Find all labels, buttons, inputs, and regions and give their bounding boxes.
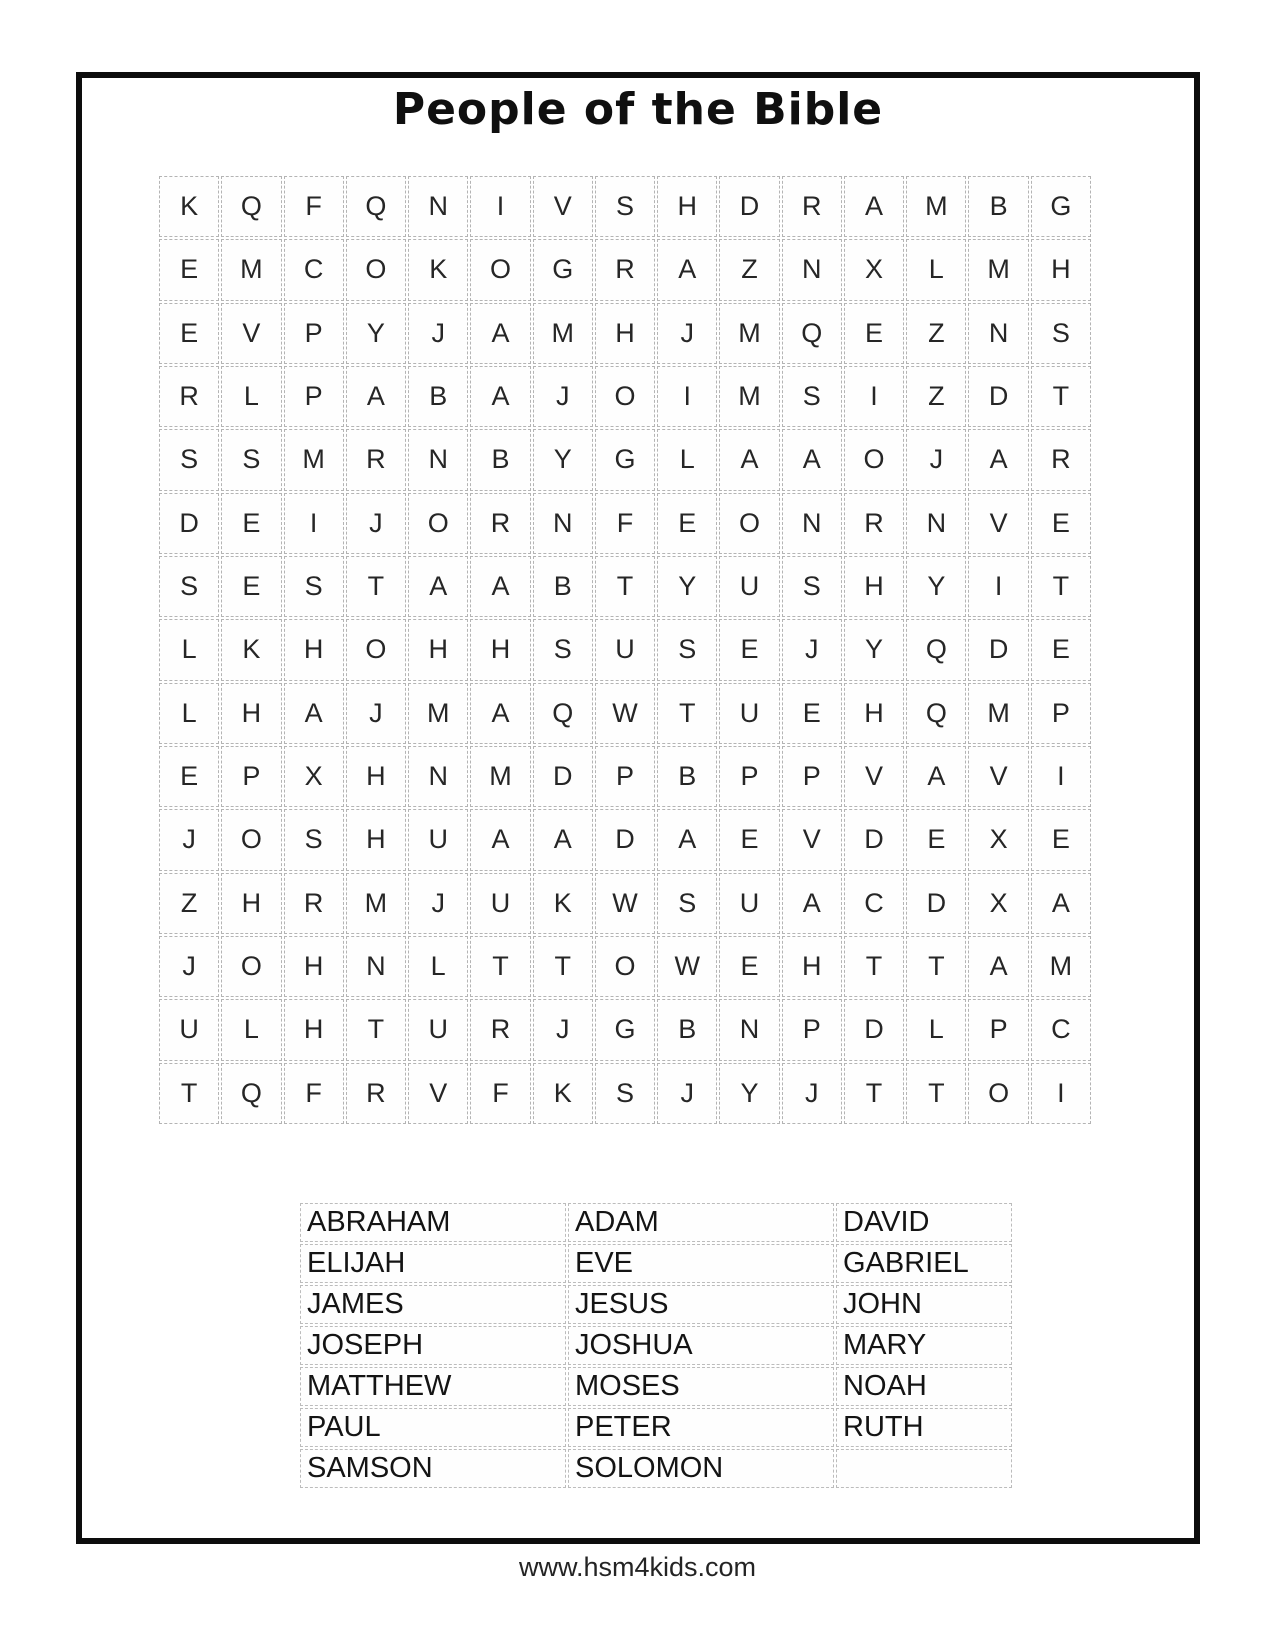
grid-cell: N xyxy=(719,999,779,1060)
grid-cell: W xyxy=(595,683,655,744)
grid-cell: U xyxy=(719,556,779,617)
grid-cell: A xyxy=(844,176,904,237)
word-item: ABRAHAM xyxy=(300,1203,566,1242)
grid-cell: M xyxy=(719,303,779,364)
grid-cell: E xyxy=(782,683,842,744)
grid-cell: J xyxy=(408,873,468,934)
grid-cell: Q xyxy=(221,1063,281,1124)
grid-cell: H xyxy=(284,936,344,997)
grid-cell: C xyxy=(284,239,344,300)
grid-cell: H xyxy=(408,619,468,680)
grid-cell: O xyxy=(221,936,281,997)
grid-cell: D xyxy=(844,999,904,1060)
grid-cell: H xyxy=(844,683,904,744)
grid-cell: V xyxy=(533,176,593,237)
word-item: MATTHEW xyxy=(300,1367,566,1406)
word-item-empty xyxy=(836,1449,1012,1488)
grid-cell: V xyxy=(968,493,1028,554)
website-url: www.hsm4kids.com xyxy=(518,1552,757,1582)
word-item: NOAH xyxy=(836,1367,1012,1406)
grid-cell: G xyxy=(595,429,655,490)
word-item: EVE xyxy=(568,1244,834,1283)
grid-cell: T xyxy=(1031,556,1091,617)
grid-cell: J xyxy=(906,429,966,490)
grid-cell: U xyxy=(159,999,219,1060)
grid-cell: G xyxy=(1031,176,1091,237)
grid-cell: Y xyxy=(844,619,904,680)
grid-cell: I xyxy=(844,366,904,427)
grid-cell: R xyxy=(159,366,219,427)
grid-cell: T xyxy=(159,1063,219,1124)
grid-cell: R xyxy=(470,999,530,1060)
grid-cell: P xyxy=(595,746,655,807)
grid-cell: E xyxy=(844,303,904,364)
grid-cell: J xyxy=(657,1063,717,1124)
grid-cell: E xyxy=(906,809,966,870)
grid-cell: Y xyxy=(346,303,406,364)
grid-cell: M xyxy=(968,683,1028,744)
word-item: MOSES xyxy=(568,1367,834,1406)
grid-cell: D xyxy=(844,809,904,870)
grid-cell: L xyxy=(159,683,219,744)
grid-cell: H xyxy=(844,556,904,617)
grid-cell: E xyxy=(1031,619,1091,680)
grid-cell: T xyxy=(844,936,904,997)
grid-cell: O xyxy=(719,493,779,554)
grid-cell: P xyxy=(284,366,344,427)
grid-cell: A xyxy=(782,429,842,490)
word-item: ADAM xyxy=(568,1203,834,1242)
grid-cell: L xyxy=(906,999,966,1060)
grid-cell: J xyxy=(159,936,219,997)
grid-cell: T xyxy=(346,999,406,1060)
grid-cell: Y xyxy=(533,429,593,490)
grid-cell: U xyxy=(470,873,530,934)
grid-cell: O xyxy=(221,809,281,870)
grid-cell: U xyxy=(719,873,779,934)
grid-cell: R xyxy=(346,1063,406,1124)
grid-cell: X xyxy=(968,809,1028,870)
grid-cell: Z xyxy=(906,366,966,427)
grid-cell: E xyxy=(159,303,219,364)
grid-cell: I xyxy=(284,493,344,554)
grid-cell: H xyxy=(595,303,655,364)
grid-cell: N xyxy=(346,936,406,997)
grid-cell: R xyxy=(1031,429,1091,490)
grid-cell: J xyxy=(782,619,842,680)
grid-cell: J xyxy=(657,303,717,364)
grid-cell: D xyxy=(719,176,779,237)
word-item: JAMES xyxy=(300,1285,566,1324)
grid-cell: P xyxy=(719,746,779,807)
word-item: JESUS xyxy=(568,1285,834,1324)
grid-cell: Q xyxy=(221,176,281,237)
grid-cell: O xyxy=(595,366,655,427)
grid-cell: V xyxy=(782,809,842,870)
grid-cell: H xyxy=(782,936,842,997)
grid-cell: U xyxy=(408,809,468,870)
word-item: JOHN xyxy=(836,1285,1012,1324)
grid-cell: K xyxy=(221,619,281,680)
grid-cell: M xyxy=(470,746,530,807)
grid-cell: Y xyxy=(657,556,717,617)
grid-cell: E xyxy=(719,809,779,870)
grid-cell: U xyxy=(719,683,779,744)
grid-cell: D xyxy=(906,873,966,934)
grid-cell: R xyxy=(844,493,904,554)
grid-cell: S xyxy=(221,429,281,490)
grid-cell: O xyxy=(968,1063,1028,1124)
grid-cell: B xyxy=(470,429,530,490)
grid-cell: H xyxy=(221,683,281,744)
grid-cell: E xyxy=(159,746,219,807)
grid-cell: I xyxy=(1031,746,1091,807)
grid-cell: J xyxy=(346,683,406,744)
grid-cell: W xyxy=(657,936,717,997)
grid-cell: D xyxy=(968,619,1028,680)
grid-cell: S xyxy=(284,809,344,870)
grid-cell: A xyxy=(782,873,842,934)
grid-cell: E xyxy=(719,619,779,680)
grid-cell: L xyxy=(159,619,219,680)
grid-cell: F xyxy=(284,176,344,237)
grid-cell: N xyxy=(533,493,593,554)
grid-cell: Z xyxy=(159,873,219,934)
grid-cell: C xyxy=(1031,999,1091,1060)
word-list xyxy=(300,1203,1012,1488)
grid-cell: A xyxy=(1031,873,1091,934)
grid-cell: L xyxy=(221,999,281,1060)
grid-cell: T xyxy=(533,936,593,997)
grid-cell: A xyxy=(470,366,530,427)
grid-cell: G xyxy=(533,239,593,300)
grid-cell: Y xyxy=(719,1063,779,1124)
grid-cell: P xyxy=(284,303,344,364)
grid-cell: M xyxy=(968,239,1028,300)
grid-cell: M xyxy=(906,176,966,237)
grid-cell: E xyxy=(1031,809,1091,870)
grid-cell: A xyxy=(968,936,1028,997)
grid-cell: B xyxy=(533,556,593,617)
grid-cell: F xyxy=(284,1063,344,1124)
grid-cell: T xyxy=(844,1063,904,1124)
grid-cell: N xyxy=(782,239,842,300)
grid-cell: I xyxy=(470,176,530,237)
grid-cell: O xyxy=(346,239,406,300)
grid-cell: B xyxy=(657,999,717,1060)
grid-cell: A xyxy=(906,746,966,807)
grid-cell: Q xyxy=(346,176,406,237)
grid-cell: F xyxy=(470,1063,530,1124)
grid-cell: P xyxy=(221,746,281,807)
grid-cell: B xyxy=(968,176,1028,237)
grid-cell: O xyxy=(408,493,468,554)
grid-cell: N xyxy=(906,493,966,554)
grid-cell: H xyxy=(346,746,406,807)
grid-cell: K xyxy=(533,1063,593,1124)
grid-cell: M xyxy=(221,239,281,300)
grid-cell: E xyxy=(719,936,779,997)
grid-cell: A xyxy=(657,239,717,300)
grid-cell: T xyxy=(657,683,717,744)
grid-cell: A xyxy=(284,683,344,744)
grid-cell: M xyxy=(533,303,593,364)
grid-cell: H xyxy=(657,176,717,237)
grid-cell: S xyxy=(159,429,219,490)
grid-cell: H xyxy=(1031,239,1091,300)
grid-cell: A xyxy=(346,366,406,427)
grid-cell: S xyxy=(782,366,842,427)
grid-cell: N xyxy=(408,429,468,490)
grid-cell: X xyxy=(968,873,1028,934)
grid-cell: R xyxy=(782,176,842,237)
grid-cell: U xyxy=(408,999,468,1060)
word-item: GABRIEL xyxy=(836,1244,1012,1283)
grid-cell: L xyxy=(221,366,281,427)
grid-cell: M xyxy=(1031,936,1091,997)
word-item: SAMSON xyxy=(300,1449,566,1488)
grid-cell: X xyxy=(284,746,344,807)
grid-cell: H xyxy=(346,809,406,870)
grid-cell: D xyxy=(159,493,219,554)
grid-cell: K xyxy=(408,239,468,300)
grid-cell: P xyxy=(1031,683,1091,744)
grid-cell: R xyxy=(346,429,406,490)
word-item: DAVID xyxy=(836,1203,1012,1242)
page-title: People of the Bible xyxy=(392,84,884,135)
grid-cell: J xyxy=(159,809,219,870)
grid-cell: S xyxy=(1031,303,1091,364)
grid-cell: J xyxy=(408,303,468,364)
grid-cell: V xyxy=(221,303,281,364)
grid-cell: N xyxy=(782,493,842,554)
grid-cell: S xyxy=(595,1063,655,1124)
grid-cell: O xyxy=(844,429,904,490)
word-item: PAUL xyxy=(300,1408,566,1447)
grid-cell: T xyxy=(595,556,655,617)
grid-cell: E xyxy=(221,556,281,617)
grid-cell: G xyxy=(595,999,655,1060)
grid-cell: V xyxy=(844,746,904,807)
grid-cell: B xyxy=(657,746,717,807)
grid-cell: V xyxy=(408,1063,468,1124)
grid-cell: U xyxy=(595,619,655,680)
grid-cell: V xyxy=(968,746,1028,807)
grid-cell: A xyxy=(470,303,530,364)
grid-cell: A xyxy=(968,429,1028,490)
grid-cell: T xyxy=(346,556,406,617)
grid-cell: P xyxy=(782,999,842,1060)
grid-cell: O xyxy=(470,239,530,300)
grid-cell: Q xyxy=(906,683,966,744)
grid-cell: T xyxy=(470,936,530,997)
grid-cell: Y xyxy=(906,556,966,617)
grid-cell: D xyxy=(595,809,655,870)
grid-cell: J xyxy=(533,366,593,427)
grid-cell: K xyxy=(159,176,219,237)
grid-cell: M xyxy=(719,366,779,427)
grid-cell: C xyxy=(844,873,904,934)
grid-cell: E xyxy=(221,493,281,554)
word-item: SOLOMON xyxy=(568,1449,834,1488)
grid-cell: A xyxy=(408,556,468,617)
grid-cell: T xyxy=(906,936,966,997)
word-item: ELIJAH xyxy=(300,1244,566,1283)
grid-cell: L xyxy=(657,429,717,490)
grid-cell: A xyxy=(533,809,593,870)
grid-cell: H xyxy=(284,619,344,680)
word-search-grid xyxy=(159,176,1091,1124)
grid-cell: L xyxy=(408,936,468,997)
grid-cell: P xyxy=(782,746,842,807)
word-item: JOSHUA xyxy=(568,1326,834,1365)
grid-cell: Q xyxy=(782,303,842,364)
grid-cell: E xyxy=(159,239,219,300)
grid-cell: E xyxy=(1031,493,1091,554)
grid-cell: A xyxy=(719,429,779,490)
grid-cell: F xyxy=(595,493,655,554)
word-item: PETER xyxy=(568,1408,834,1447)
grid-cell: N xyxy=(408,746,468,807)
grid-cell: T xyxy=(1031,366,1091,427)
grid-cell: K xyxy=(533,873,593,934)
grid-cell: H xyxy=(470,619,530,680)
grid-cell: H xyxy=(284,999,344,1060)
grid-cell: J xyxy=(533,999,593,1060)
grid-cell: S xyxy=(284,556,344,617)
grid-cell: Q xyxy=(906,619,966,680)
grid-cell: J xyxy=(782,1063,842,1124)
grid-cell: R xyxy=(284,873,344,934)
grid-cell: R xyxy=(470,493,530,554)
grid-cell: J xyxy=(346,493,406,554)
grid-cell: T xyxy=(906,1063,966,1124)
grid-cell: S xyxy=(533,619,593,680)
grid-cell: A xyxy=(470,683,530,744)
grid-cell: S xyxy=(782,556,842,617)
word-item: RUTH xyxy=(836,1408,1012,1447)
grid-cell: Q xyxy=(533,683,593,744)
grid-cell: D xyxy=(968,366,1028,427)
grid-cell: M xyxy=(346,873,406,934)
grid-cell: S xyxy=(657,873,717,934)
word-item: MARY xyxy=(836,1326,1012,1365)
grid-cell: A xyxy=(470,809,530,870)
grid-cell: E xyxy=(657,493,717,554)
grid-cell: Z xyxy=(719,239,779,300)
grid-cell: A xyxy=(470,556,530,617)
grid-cell: X xyxy=(844,239,904,300)
grid-cell: N xyxy=(968,303,1028,364)
grid-cell: S xyxy=(159,556,219,617)
grid-cell: I xyxy=(657,366,717,427)
word-item: JOSEPH xyxy=(300,1326,566,1365)
grid-cell: M xyxy=(284,429,344,490)
grid-cell: W xyxy=(595,873,655,934)
grid-cell: S xyxy=(595,176,655,237)
grid-cell: B xyxy=(408,366,468,427)
grid-cell: D xyxy=(533,746,593,807)
grid-cell: L xyxy=(906,239,966,300)
grid-cell: R xyxy=(595,239,655,300)
grid-cell: I xyxy=(1031,1063,1091,1124)
grid-cell: H xyxy=(221,873,281,934)
grid-cell: A xyxy=(657,809,717,870)
grid-cell: O xyxy=(595,936,655,997)
grid-cell: N xyxy=(408,176,468,237)
grid-cell: M xyxy=(408,683,468,744)
grid-cell: I xyxy=(968,556,1028,617)
grid-cell: P xyxy=(968,999,1028,1060)
grid-cell: S xyxy=(657,619,717,680)
grid-cell: Z xyxy=(906,303,966,364)
grid-cell: O xyxy=(346,619,406,680)
